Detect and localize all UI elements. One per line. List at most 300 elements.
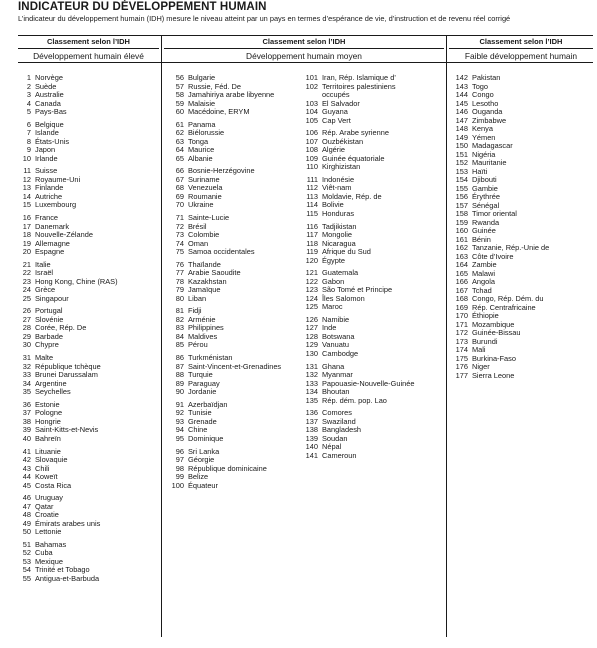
rank-number: 131 (305, 361, 318, 371)
rank-number: 171 (455, 319, 468, 329)
rank-number: 97 (175, 455, 184, 464)
country-name: Gabon (322, 276, 345, 286)
country-name: Bahreïn (35, 433, 61, 443)
country-row (18, 333, 118, 342)
country-name: Mexique (35, 556, 63, 566)
country-name: Népal (322, 442, 342, 452)
rank-number: 43 (22, 463, 31, 473)
country-row (455, 278, 549, 287)
country-name: Jordanie (188, 387, 217, 397)
country-name: Grenade (188, 416, 217, 426)
rank-number: 104 (305, 107, 318, 116)
rank-number: 53 (22, 556, 31, 566)
country-row (171, 435, 281, 444)
rank-number: 109 (305, 153, 318, 163)
rank-number: 63 (175, 136, 184, 146)
rank-group (171, 448, 281, 491)
country-name: Papouasie-Nouvelle-Guinée (322, 378, 415, 388)
country-name: Royaume-Uni (35, 174, 81, 184)
country-name: Égypte (322, 255, 346, 265)
country-name: Pologne (35, 408, 63, 418)
country-name: Hongrie (35, 416, 61, 426)
country-name: Ukraine (188, 200, 214, 210)
rank-number: 163 (455, 251, 468, 261)
rank-group (18, 261, 118, 304)
country-row (455, 261, 549, 270)
header-medium: Classement selon l’IDH (262, 37, 346, 46)
country-name: République dominicaine (188, 463, 267, 473)
rank-number: 32 (22, 361, 31, 371)
country-name: Norvège (35, 73, 63, 82)
rank-number: 76 (175, 259, 184, 269)
rank-number: 93 (175, 416, 184, 426)
country-row (171, 155, 281, 164)
country-name: Israël (35, 268, 54, 278)
country-row (18, 482, 118, 491)
country-name: Moldavie, Rép. de (322, 191, 382, 201)
rank-number: 5 (26, 107, 31, 116)
country-name: Algérie (322, 145, 346, 155)
rank-number: 84 (175, 331, 184, 341)
country-name: Paraguay (188, 378, 220, 388)
category-high: Développement humain élevé (33, 51, 144, 61)
country-row (305, 163, 414, 172)
rank-group (171, 214, 281, 257)
rank-number: 124 (305, 293, 318, 303)
country-name: Burundi (472, 336, 498, 346)
rank-number: 74 (175, 238, 184, 248)
country-name: Maurice (188, 145, 215, 155)
rank-number: 103 (305, 98, 318, 108)
country-row (18, 448, 118, 457)
rank-number: 4 (26, 98, 31, 108)
rank-number: 90 (175, 387, 184, 397)
country-name: Suriname (188, 174, 220, 184)
category-medium: Développement humain moyen (246, 51, 362, 61)
rank-number: 83 (175, 323, 184, 333)
rank-group (171, 167, 281, 210)
country-row (18, 295, 118, 304)
country-row (455, 270, 549, 279)
rank-number: 30 (22, 340, 31, 350)
country-row (18, 324, 118, 333)
country-name: Malaisie (188, 98, 216, 108)
country-row (18, 201, 118, 210)
rank-number: 24 (22, 285, 31, 295)
rank-number: 96 (175, 446, 184, 456)
rank-number: 64 (175, 145, 184, 155)
country-name: Comores (322, 408, 352, 418)
country-row (305, 303, 414, 312)
rank-number: 158 (455, 209, 468, 218)
rank-number: 140 (305, 442, 318, 452)
country-row (18, 100, 118, 109)
country-name: Philippines (188, 323, 224, 333)
header-low: Classement selon l’IDH (479, 37, 563, 46)
country-name: Mongolie (322, 230, 352, 240)
rank-number: 73 (175, 230, 184, 240)
country-name: Croatie (35, 510, 59, 520)
rank-number: 39 (22, 425, 31, 435)
rank-number: 6 (26, 119, 31, 129)
rank-number: 7 (26, 128, 31, 138)
country-row (455, 142, 549, 151)
country-name: Kenya (472, 124, 493, 133)
rank-number: 18 (22, 230, 31, 240)
rank-number: 15 (22, 200, 31, 210)
country-name: Cap Vert (322, 115, 351, 125)
country-name: Kazakhstan (188, 276, 227, 286)
rank-number: 115 (306, 208, 318, 218)
rank-number: 75 (175, 247, 184, 257)
rank-number: 16 (22, 213, 31, 223)
rank-number: 68 (175, 183, 184, 193)
rank-number: 67 (175, 174, 184, 184)
rank-number: 59 (175, 98, 184, 108)
country-name: Pérou (188, 340, 208, 350)
rank-number: 135 (305, 395, 318, 405)
country-row (171, 248, 281, 257)
country-row (171, 388, 281, 397)
country-row (455, 210, 549, 219)
rank-number: 170 (455, 311, 468, 320)
rank-number: 123 (305, 285, 318, 295)
country-name: Allemagne (35, 238, 70, 248)
rank-number: 42 (22, 455, 31, 464)
rank-number: 57 (175, 81, 184, 91)
country-name: Swaziland (322, 416, 356, 426)
country-name: Bhoutan (322, 387, 350, 397)
rank-number: 21 (22, 259, 31, 269)
rank-number: 151 (455, 149, 468, 159)
country-name: Éthiopie (472, 311, 499, 320)
rank-number: 155 (455, 183, 468, 193)
rank-group (18, 541, 118, 584)
country-row (18, 184, 118, 193)
country-row (305, 350, 414, 359)
rank-number: 51 (22, 539, 31, 549)
country-row (18, 549, 118, 558)
country-row (18, 575, 118, 584)
rank-number: 168 (455, 294, 468, 303)
country-name: Uruguay (35, 493, 63, 503)
country-name: Bosnie-Herzégovine (188, 166, 255, 176)
rank-number: 62 (175, 128, 184, 138)
rank-group (305, 316, 414, 359)
country-name: Arabie Saoudite (188, 268, 241, 278)
country-name: Bahamas (35, 539, 67, 549)
country-name: Australie (35, 90, 64, 99)
country-name: Togo (472, 81, 489, 91)
country-name: Belgique (35, 119, 64, 129)
country-name: Indonésie (322, 174, 355, 184)
country-row (18, 435, 118, 444)
rank-number: 78 (175, 276, 184, 286)
rank-number: 2 (26, 81, 31, 91)
country-name: Yémen (472, 132, 496, 142)
country-name: Arménie (188, 314, 216, 324)
rank-number: 25 (22, 293, 31, 303)
country-row (305, 397, 414, 406)
country-name: Congo, Rép. Dém. du (472, 294, 544, 303)
country-name: Guyana (322, 107, 348, 116)
rank-number: 143 (455, 81, 468, 91)
country-row (455, 304, 549, 313)
country-row (18, 456, 118, 465)
rank-number: 44 (22, 472, 31, 481)
rank-number: 138 (305, 425, 318, 435)
rank-number: 166 (455, 277, 468, 286)
country-name: Irlande (35, 153, 58, 163)
rank-group (305, 74, 414, 125)
column-low-development (455, 74, 549, 384)
rank-number: 113 (306, 191, 318, 201)
rank-number: 17 (22, 221, 31, 231)
country-name: Inde (322, 323, 337, 333)
country-name: Corée, Rép. De (35, 323, 87, 333)
country-name: Guatemala (322, 268, 359, 278)
country-row (18, 426, 118, 435)
country-row (171, 108, 281, 117)
rank-number: 172 (455, 328, 468, 337)
country-row (171, 295, 281, 304)
country-name: Belize (188, 472, 209, 481)
rank-group (455, 74, 549, 380)
rank-number: 114 (306, 200, 318, 210)
rank-group (18, 74, 118, 117)
rank-number: 128 (305, 331, 318, 341)
country-row (18, 83, 118, 92)
country-row (18, 248, 118, 257)
country-row (18, 528, 118, 537)
rank-number: 1 (26, 73, 31, 82)
rank-number: 173 (455, 336, 468, 346)
country-name: Canada (35, 98, 61, 108)
rank-number: 142 (455, 73, 468, 82)
rank-group (18, 401, 118, 444)
column-divider-1 (161, 35, 162, 637)
rank-number: 79 (175, 285, 184, 295)
rank-number: 125 (305, 302, 318, 312)
rank-number: 91 (175, 399, 184, 409)
rank-number: 105 (305, 115, 318, 125)
country-name: Djibouti (472, 175, 497, 184)
rank-number: 34 (22, 378, 31, 388)
country-name: Japon (35, 145, 56, 155)
rank-number: 70 (175, 200, 184, 210)
rank-number: 106 (305, 128, 318, 138)
country-row (171, 201, 281, 210)
country-name: Rwanda (472, 217, 500, 227)
rank-group (305, 176, 414, 219)
rank-group (18, 494, 118, 537)
rank-number: 177 (455, 370, 468, 380)
rank-number: 12 (22, 174, 31, 184)
country-name: Tchad (472, 285, 492, 295)
country-name: Guinée (472, 226, 496, 235)
rank-number: 80 (175, 293, 184, 303)
country-name: Venezuela (188, 183, 223, 193)
country-name: Panama (188, 119, 216, 129)
country-name: Tadjikistan (322, 221, 357, 231)
rank-number: 48 (22, 510, 31, 520)
header-rule-low (449, 48, 593, 49)
country-row (305, 452, 414, 461)
rank-number: 150 (455, 141, 468, 150)
rank-number: 33 (22, 370, 31, 380)
rank-number: 49 (22, 518, 31, 528)
rank-number: 23 (22, 276, 31, 286)
country-name: Jamaïque (188, 285, 221, 295)
country-name: Slovénie (35, 314, 64, 324)
country-name: Ghana (322, 361, 345, 371)
rank-number: 87 (175, 361, 184, 371)
rank-number: 66 (175, 166, 184, 176)
rank-number: 110 (306, 162, 318, 172)
country-name: Tonga (188, 136, 209, 146)
country-row (171, 341, 281, 350)
rank-group (18, 307, 118, 350)
rank-number: 46 (22, 493, 31, 503)
country-name: Slovaquie (35, 455, 68, 464)
rank-number: 88 (175, 370, 184, 380)
rank-number: 122 (305, 276, 318, 286)
country-row (455, 117, 549, 126)
country-name: Gambie (472, 183, 498, 193)
rank-number: 50 (22, 527, 31, 537)
rank-number: 94 (175, 425, 184, 435)
rank-number: 164 (455, 260, 468, 269)
country-row (455, 83, 549, 92)
country-name: Équateur (188, 480, 218, 490)
country-name: Thaïlande (188, 259, 221, 269)
rank-number: 86 (175, 353, 184, 363)
country-name: Mauritanie (472, 158, 507, 167)
country-row (455, 227, 549, 236)
country-name: Rép. dém. pop. Lao (322, 395, 387, 405)
country-name: Russie, Féd. De (188, 81, 241, 91)
country-row (171, 482, 281, 491)
rank-number: 116 (306, 221, 318, 231)
country-name: Afrique du Sud (322, 247, 371, 257)
rank-number: 111 (306, 174, 318, 184)
country-name: Pakistan (472, 73, 501, 82)
country-name: Autriche (35, 191, 63, 201)
rank-number: 26 (22, 306, 31, 316)
country-name: Italie (35, 259, 51, 269)
table-top-rule (18, 35, 593, 36)
rank-number: 165 (455, 268, 468, 278)
subheader-rule (18, 62, 593, 63)
rank-number: 14 (22, 191, 31, 201)
rank-number: 130 (305, 348, 318, 358)
rank-number: 41 (22, 446, 31, 456)
rank-group (18, 214, 118, 257)
country-name: Finlande (35, 183, 64, 193)
country-name: Colombie (188, 230, 220, 240)
rank-number: 22 (22, 268, 31, 278)
rank-number: 65 (175, 153, 184, 163)
rank-number: 13 (22, 183, 31, 193)
rank-number: 52 (22, 548, 31, 558)
country-name: Azerbaïdjan (188, 399, 228, 409)
country-name: Viêt-nam (322, 183, 352, 193)
country-name: Malte (35, 353, 54, 363)
country-name: Trinité et Tobago (35, 565, 90, 575)
country-name: Barbade (35, 331, 63, 341)
rank-number: 129 (305, 340, 318, 350)
country-name: São Tomé et Principe (322, 285, 393, 295)
country-row (455, 329, 549, 338)
rank-group (305, 363, 414, 406)
rank-group (171, 121, 281, 164)
country-name: Zimbabwe (472, 115, 507, 125)
rank-number: 101 (305, 73, 318, 82)
country-row (18, 138, 118, 147)
country-name: Rép. Centrafricaine (472, 302, 536, 312)
rank-number: 47 (22, 501, 31, 511)
country-name: Islande (35, 128, 59, 138)
country-row (18, 307, 118, 316)
rank-number: 112 (306, 183, 318, 193)
country-row (455, 100, 549, 109)
rank-number: 95 (175, 433, 184, 443)
country-name: Congo (472, 90, 494, 99)
country-row (18, 503, 118, 512)
rank-number: 38 (22, 416, 31, 426)
country-name: Maroc (322, 302, 343, 312)
rank-number: 157 (455, 200, 468, 210)
country-name: Maldives (188, 331, 218, 341)
country-row (455, 125, 549, 134)
rank-number: 139 (305, 433, 318, 443)
rank-group (305, 129, 414, 172)
rank-group (171, 354, 281, 397)
country-name: Lettonie (35, 527, 62, 537)
rank-number: 174 (455, 345, 468, 354)
country-name: Brésil (188, 221, 207, 231)
rank-number: 71 (175, 213, 184, 223)
rank-number: 117 (306, 230, 318, 240)
rank-group (305, 223, 414, 266)
rank-number: 102 (305, 81, 318, 91)
page-title: INDICATEUR DU DÉVELOPPEMENT HUMAIN (18, 1, 267, 13)
rank-number: 176 (455, 362, 468, 371)
rank-number: 132 (305, 370, 318, 380)
country-name: Jamahiriya arabe libyenne (188, 90, 275, 99)
rank-group (171, 261, 281, 304)
country-row (18, 108, 118, 117)
rank-group (171, 74, 281, 117)
country-name: Angola (472, 277, 496, 286)
rank-number: 99 (175, 472, 184, 481)
country-name: Guinée équatoriale (322, 153, 385, 163)
rank-number: 156 (455, 192, 468, 201)
country-name: Sri Lanka (188, 446, 220, 456)
country-name: Bulgarie (188, 73, 216, 82)
country-row (455, 91, 549, 100)
country-name: Érythrée (472, 192, 500, 201)
page-subtitle: L’indicateur du développement humain (IDH) mesure le niveau atteint par un pays en termes d’espérance de vie, d’instruction et de revenu réel corrigé (18, 14, 511, 23)
country-name: Turquie (188, 370, 213, 380)
rank-number: 11 (23, 166, 31, 176)
rank-number: 167 (455, 285, 468, 295)
rank-number: 118 (306, 238, 318, 248)
country-name: Ouganda (472, 107, 503, 116)
country-name: Bangladesh (322, 425, 362, 435)
country-name: Albanie (188, 153, 213, 163)
header-high: Classement selon l’IDH (47, 37, 130, 46)
